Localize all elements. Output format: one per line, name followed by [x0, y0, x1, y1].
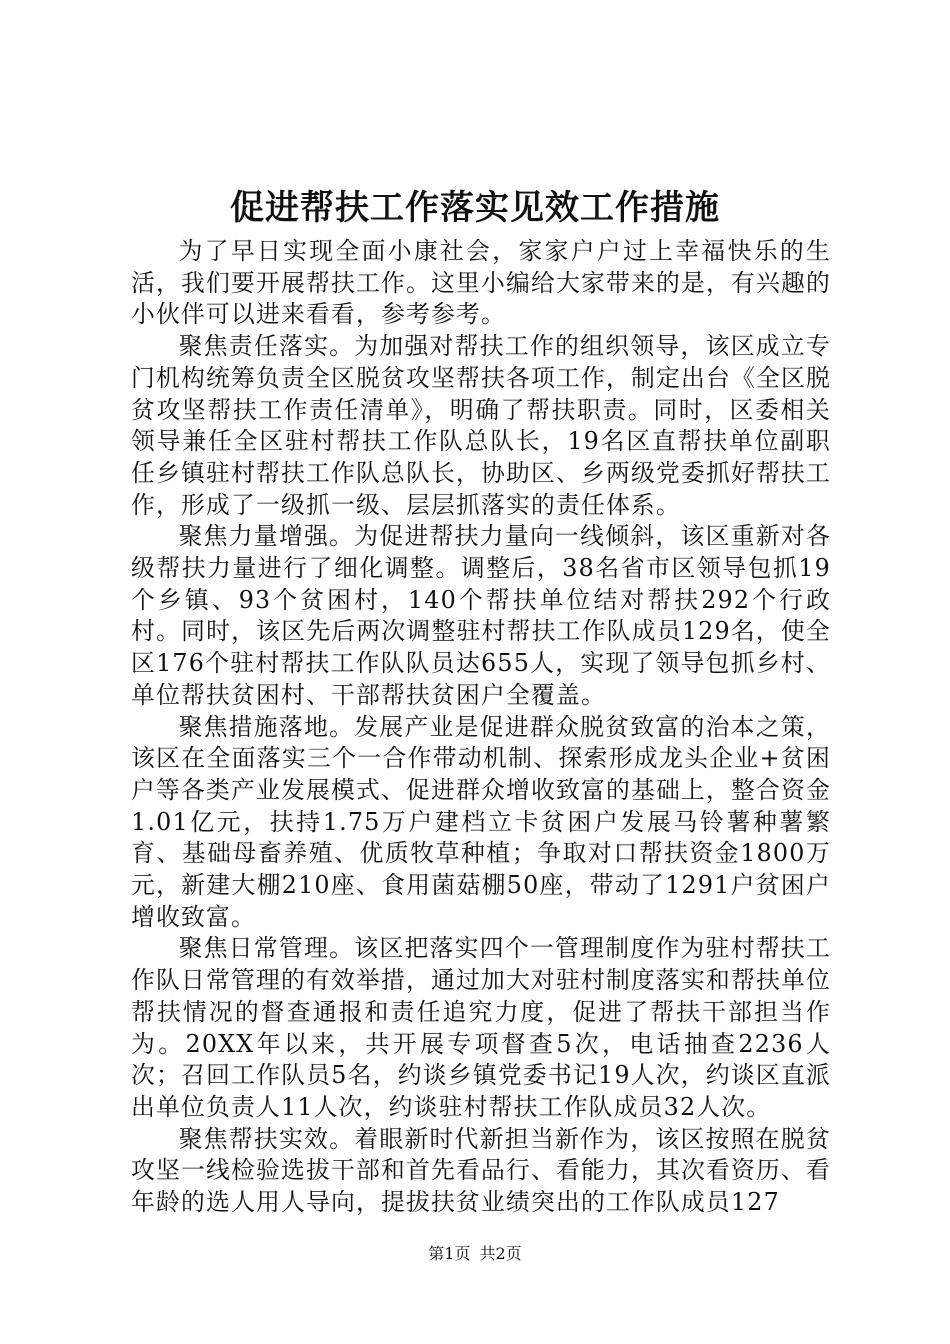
page-number-current: 第1页 — [428, 1244, 471, 1263]
paragraph-responsibility: 聚焦责任落实。为加强对帮扶工作的组织领导，该区成立专门机构统筹负责全区脱贫攻坚帮扶各项工作，制定出台《全区脱贫攻坚帮扶工作责任清单》，明确了帮扶职责。同时，区委相关领导兼任全区驻村帮扶工作队总队长，19名区直帮扶单位副职任乡镇驻村帮扶工作队总队长，协助区、乡两级党委抓好帮扶工作，形成了一级抓一级、层层抓落实的责任体系。 — [131, 332, 831, 519]
document-title: 促进帮扶工作落实见效工作措施 — [230, 188, 720, 228]
page-footer — [0, 1244, 950, 1264]
paragraph-strength: 聚焦力量增强。为促进帮扶力量向一线倾斜，该区重新对各级帮扶力量进行了细化调整。调整后，38名省市区领导包抓19个乡镇、93个贫困村，140个帮扶单位结对帮扶292个行政村。同时，该区先后两次调整驻村帮扶工作队成员129名，使全区176个驻村帮扶工作队队员达655人，实现了领导包抓乡村、单位帮扶贫困村、干部帮扶贫困户全覆盖。 — [131, 522, 831, 709]
paragraph-measures: 聚焦措施落地。发展产业是促进群众脱贫致富的治本之策，该区在全面落实三个一合作带动机制、探索形成龙头企业+贫困户等各类产业发展模式、促进群众增收致富的基础上，整合资金1.01亿元，扶持1.75万户建档立卡贫困户发展马铃薯种薯繁育、基础母畜养殖、优质牧草种植；争取对口帮扶资金1800万元，新建大棚210座、食用菌菇棚50座，带动了1291户贫困户增收致富。 — [131, 712, 831, 931]
paragraph-intro: 为了早日实现全面小康社会，家家户户过上幸福快乐的生活，我们要开展帮扶工作。这里小编给大家带来的是，有兴趣的小伙伴可以进来看看，参考参考。 — [131, 237, 831, 329]
document-body — [131, 236, 831, 1219]
paragraph-effectiveness: 聚焦帮扶实效。着眼新时代新担当新作为，该区按照在脱贫攻坚一线检验选拔干部和首先看品行、看能力，其次看资历、看年龄的选人用人导向，提拔扶贫业绩突出的工作队成员127 — [131, 1124, 831, 1217]
page-number-total: 共2页 — [479, 1244, 522, 1263]
paragraph-management: 聚焦日常管理。该区把落实四个一管理制度作为驻村帮扶工作队日常管理的有效举措，通过加大对驻村制度落实和帮扶单位帮扶情况的督查通报和责任追究力度，促进了帮扶干部担当作为。20XX年以来，共开展专项督查5次，电话抽查2236人次；召回工作队员5名，约谈乡镇党委书记19人次，约谈区直派出单位负责人11人次，约谈驻村帮扶工作队成员32人次。 — [131, 934, 831, 1121]
